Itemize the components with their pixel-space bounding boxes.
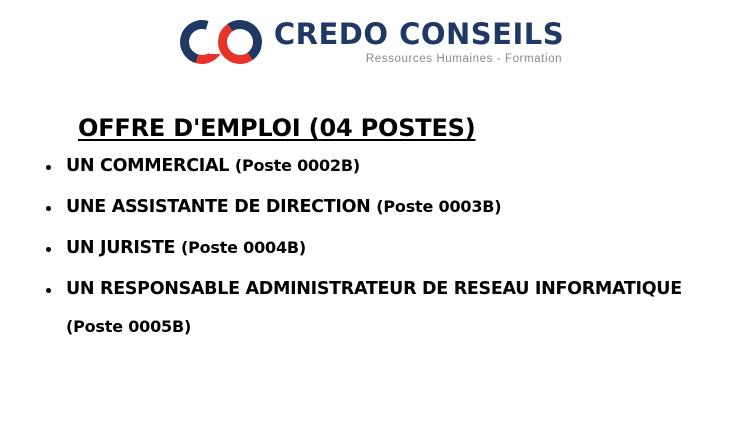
bullet-icon — [46, 288, 51, 293]
job-positions-list — [36, 156, 712, 337]
list-item — [36, 156, 712, 178]
job-title: UNE ASSISTANTE DE DIRECTION — [66, 196, 377, 217]
job-reference: (Poste 0003B) — [376, 196, 502, 216]
list-item — [36, 238, 712, 260]
document-body — [0, 70, 730, 337]
credo-logo-icon — [176, 14, 268, 70]
job-title: UN JURISTE — [66, 237, 181, 258]
list-item — [36, 279, 712, 337]
bullet-icon — [46, 165, 51, 170]
company-name: CREDO CONSEILS — [273, 16, 565, 51]
job-reference: (Poste 0005B) — [66, 316, 192, 336]
job-reference: (Poste 0004B) — [180, 237, 307, 257]
logo-text-block — [273, 16, 565, 66]
document-header — [0, 0, 730, 70]
list-item — [36, 197, 712, 219]
job-title: UN RESPONSABLE ADMINISTRATEUR DE RESEAU INFORMATIQUE — [66, 278, 682, 299]
bullet-icon — [46, 206, 51, 211]
bullet-icon — [46, 247, 51, 252]
page-title: OFFRE D'EMPLOI (04 POSTES) — [78, 114, 476, 142]
job-title: UN COMMERCIAL — [66, 156, 235, 176]
company-tagline: Ressources Humaines - Formation — [365, 53, 563, 66]
job-reference: (Poste 0002B) — [234, 156, 360, 175]
